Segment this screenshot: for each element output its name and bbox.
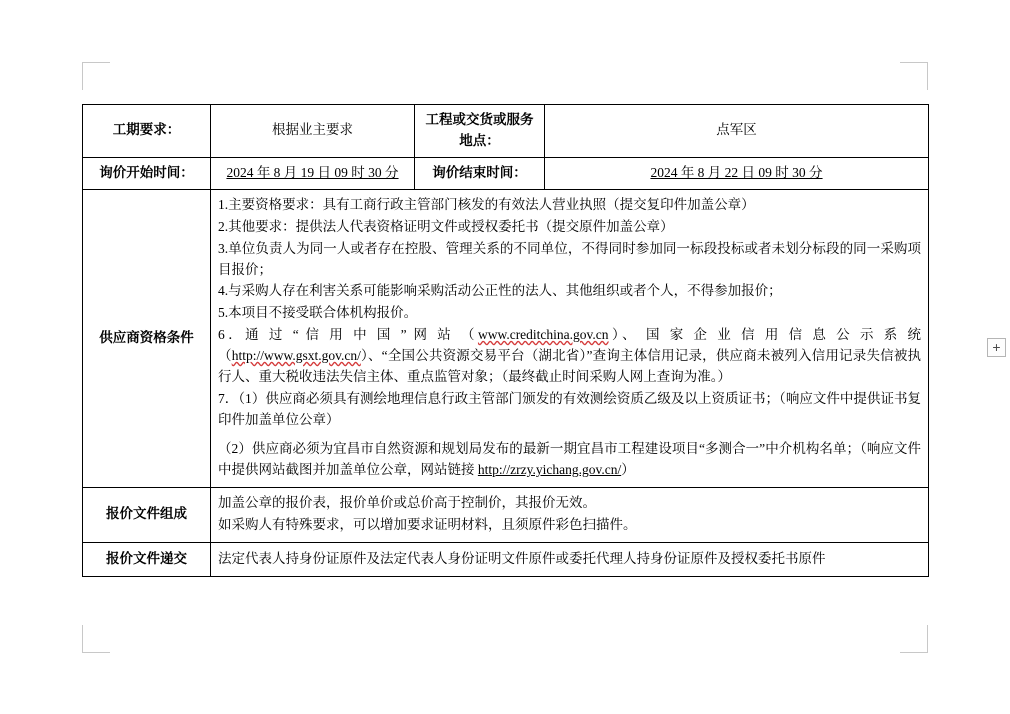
table-row-submit: [83, 542, 929, 576]
zoom-in-button[interactable]: +: [987, 338, 1006, 357]
creditchina-link[interactable]: www.creditchina.gov.cn: [477, 327, 609, 343]
crop-mark-bottom-right-h: [900, 652, 928, 653]
crop-mark-bottom-left-h: [82, 652, 110, 653]
crop-mark-top-right-h: [900, 62, 928, 63]
compose-line-1: 加盖公章的报价表，报价单价或总价高于控制价，其报价无效。: [218, 494, 596, 510]
item6-mid: ）、 国 家 企 业 信 用 信 息 公 示 系 统 （: [218, 327, 922, 364]
compose-line-2: 如采购人有特殊要求，可以增加要求证明材料，且须原件彩色扫描件。: [218, 516, 637, 532]
item6-prefix: 6．通 过 “ 信 用 中 国 ” 网 站 （: [218, 327, 478, 343]
location-label: 工程或交货或服务地点：: [415, 105, 545, 158]
qualification-item-1: 1.主要资格要求：具有工商行政主管部门核发的有效法人营业执照（提交复印件加盖公章）: [218, 196, 755, 212]
qualification-content: [211, 189, 929, 487]
table-row-compose: [83, 487, 929, 542]
gsxt-link[interactable]: http://www.gsxt.gov.cn/: [231, 348, 361, 364]
end-time-text: 2024 年 8 月 22 日 09 时 30 分: [650, 164, 823, 180]
qualification-item-4: 4.与采购人存在利害关系可能影响采购活动公正性的法人、其他组织或者个人，不得参加报价；: [218, 283, 782, 299]
crop-mark-bottom-left-v: [82, 625, 83, 653]
table-row-duration-location: [83, 105, 929, 158]
duration-label: 工期要求：: [83, 105, 211, 158]
item6-suffix: ）、“全国公共资源交易平台（湖北省）”查询主体信用记录，供应商未被列入信用记录失信被执行人、重大税收违法失信主体、重点监管对象；（最终截止时间采购人网上查询为准。）: [218, 348, 922, 385]
item7-2-suffix: ）: [621, 461, 635, 477]
submit-content: 法定代表人持身份证原件及法定代表人身份证明文件原件或委托代理人持身份证原件及授权委托书原件: [211, 542, 929, 576]
item7-2-prefix: （2）供应商必须为宜昌市自然资源和规划局发布的最新一期宜昌市工程建设项目“多测合一”中介机构名单；（响应文件中提供网站截图并加盖单位公章，网站链接: [218, 440, 921, 477]
start-time-label: 询价开始时间：: [83, 157, 211, 189]
crop-mark-bottom-right-v: [927, 625, 928, 653]
end-time-label: 询价结束时间：: [415, 157, 545, 189]
submit-label: 报价文件递交: [83, 542, 211, 576]
start-time-value: [211, 157, 415, 189]
end-time-value: [545, 157, 929, 189]
zrzy-link[interactable]: http://zrzy.yichang.gov.cn/: [477, 461, 622, 477]
qualification-item-2: 2.其他要求：提供法人代表资格证明文件或授权委托书（提交原件加盖公章）: [218, 218, 674, 234]
crop-mark-top-left-h: [82, 62, 110, 63]
start-time-text: 2024 年 8 月 19 日 09 时 30 分: [226, 164, 399, 180]
table-row-time: [83, 157, 929, 189]
inquiry-info-table: [82, 104, 929, 577]
duration-value: 根据业主要求: [211, 105, 415, 158]
table-row-qualification: [83, 189, 929, 487]
compose-label: 报价文件组成: [83, 487, 211, 542]
qualification-item-7-2: [218, 439, 921, 481]
crop-mark-top-right-v: [927, 62, 928, 90]
location-value: 点军区: [545, 105, 929, 158]
qualification-item-3: 3.单位负责人为同一人或者存在控股、管理关系的不同单位，不得同时参加同一标段投标或者未划分标段的同一采购项目报价；: [218, 240, 921, 277]
compose-content: [211, 487, 929, 542]
qualification-item-7: 7．（1）供应商必须具有测绘地理信息行政主管部门颁发的有效测绘资质乙级及以上资质证书；（响应文件中提供证书复印件加盖单位公章）: [218, 391, 921, 427]
qualification-label: 供应商资格条件: [83, 189, 211, 487]
crop-mark-top-left-v: [82, 62, 83, 90]
qualification-item-5: 5.本项目不接受联合体机构报价。: [218, 305, 418, 321]
qualification-item-6: [218, 325, 921, 388]
